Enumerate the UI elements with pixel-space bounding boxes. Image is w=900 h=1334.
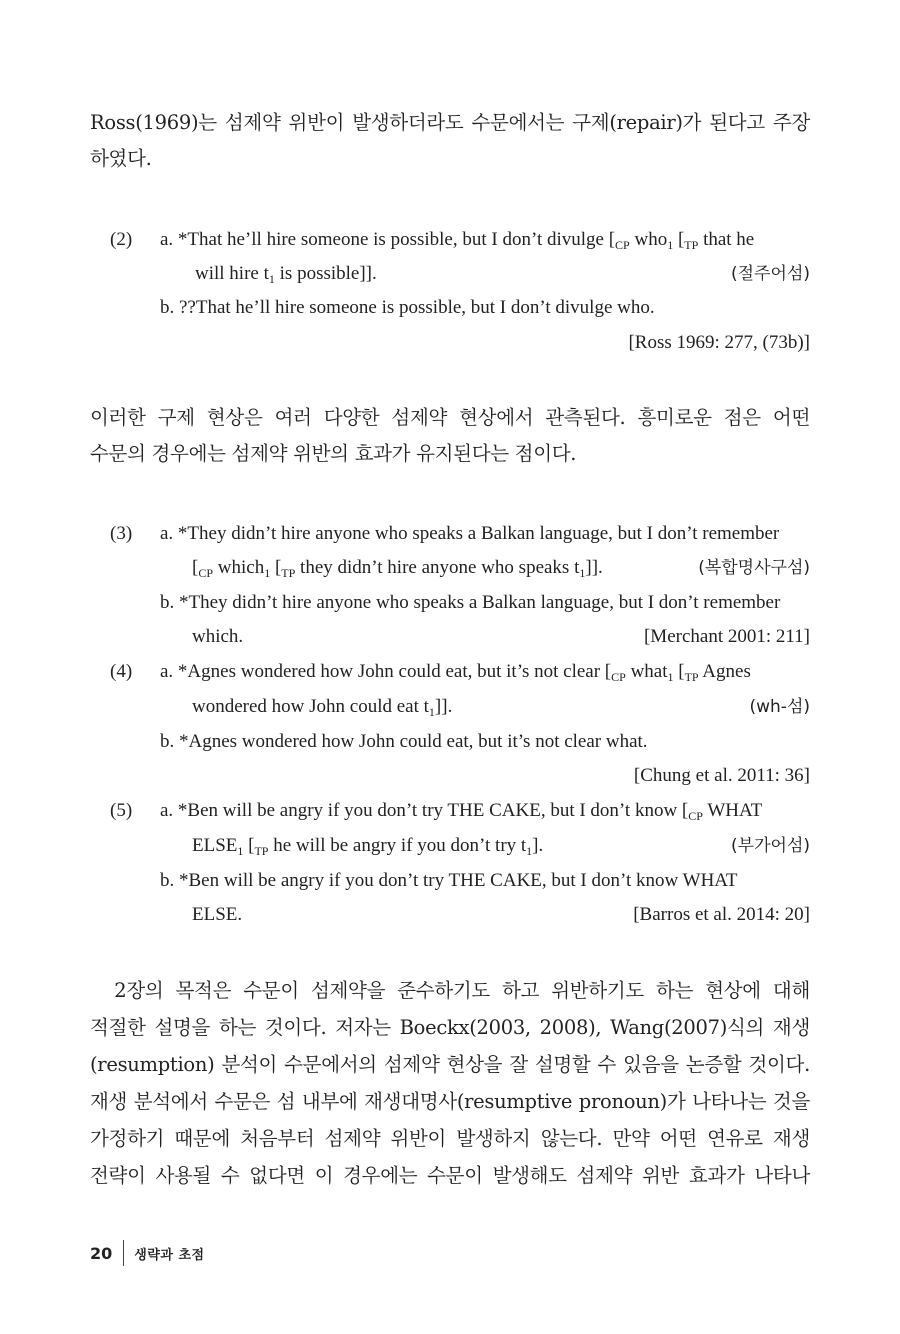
island-type-label: (복합명사구섬)	[698, 558, 810, 578]
example-number: (4)	[110, 661, 133, 682]
page-number: 20	[90, 1243, 113, 1263]
paragraph-intro	[90, 105, 810, 177]
citation: [Barros et al. 2014: 20]	[633, 904, 810, 925]
text-line: 이러한 구제 현상은 여러 다양한 섬제약 현상에서 관측된다. 흥미로운 점은 어떤	[90, 406, 810, 429]
text-line: Ross(1969)는 섬제약 위반이 발생하더라도 수문에서는 구제(repair)가 된다고 주장	[90, 111, 810, 134]
text-line: 가정하기 때문에 처음부터 섬제약 위반이 발생하지 않는다. 만약 어떤 연유로 재생	[90, 1127, 810, 1150]
text-line: 수문의 경우에는 섬제약 위반의 효과가 유지된다는 점이다.	[90, 442, 577, 465]
citation: [Merchant 2001: 211]	[643, 626, 810, 647]
example-3b-line1: b. *They didn’t hire anyone who speaks a Balkan language, but I don’t remember	[160, 592, 781, 613]
text-line: 적절한 설명을 하는 것이다. 저자는 Boeckx(2003, 2008), Wang(2007)식의 재생	[90, 1016, 810, 1039]
island-type-label: (부가어섬)	[731, 836, 810, 856]
island-type-label: (절주어섬)	[731, 264, 810, 284]
citation: [Ross 1969: 277, (73b)]	[628, 332, 810, 353]
example-2a-line2: will hire $t_1$ is possible]].	[195, 263, 377, 286]
example-number: (2)	[110, 229, 133, 250]
example-3b-line2: which.	[192, 626, 244, 647]
example-2b: b. ??That he’ll hire someone is possible, but I don’t divulge who.	[160, 297, 655, 318]
example-number: (3)	[110, 523, 133, 544]
paragraph-repair	[90, 400, 810, 472]
example-number: (5)	[110, 800, 133, 821]
running-title: 생략과 초점	[134, 1247, 205, 1263]
example-3a-line1: a. *They didn’t hire anyone who speaks a Balkan language, but I don’t remember	[160, 523, 780, 544]
example-5b-line2: ELSE.	[192, 904, 243, 925]
text-line: 전략이 사용될 수 없다면 이 경우에는 수문이 발생해도 섬제약 위반 효과가 나타나	[90, 1164, 810, 1187]
citation: [Chung et al. 2011: 36]	[633, 765, 810, 786]
example-5a-line1: a. *Ben will be angry if you don’t try THE CAKE, but I don’t know [$_{CP}$ WHAT	[160, 800, 763, 823]
text-line: (resumption) 분석이 수문에서의 섬제약 현상을 잘 설명할 수 있음을 논증할 것이다.	[90, 1053, 810, 1076]
text-line: 2장의 목적은 수문이 섬제약을 준수하기도 하고 위반하기도 하는 현상에 대해	[90, 979, 810, 1002]
text-line: 하였다.	[90, 147, 152, 170]
page-footer	[90, 1238, 205, 1268]
example-2a-line1: a. *That he’ll hire someone is possible, but I don’t divulge [$_{CP}$ who$_1$ [$_{TP}$ that he	[160, 229, 755, 252]
island-type-label: (wh-섬)	[749, 697, 810, 717]
paragraph-chapter-goal	[90, 972, 810, 1194]
example-3a-line2: [$_{CP}$ which$_1$ [$_{TP}$ they didn’t hire anyone who speaks $t_1$]].	[192, 557, 603, 580]
example-4a-line2: wondered how John could eat $t_1$]].	[192, 696, 453, 719]
example-5a-line2: $ELSE_1$ [$_{TP}$ he will be angry if you don’t try $t_1$].	[192, 835, 544, 858]
example-4a-line1: a. *Agnes wondered how John could eat, but it’s not clear [$_{CP}$ what$_1$ [$_{TP}$ Agnes	[160, 661, 751, 684]
example-5b-line1: b. *Ben will be angry if you don’t try THE CAKE, but I don’t know WHAT	[160, 870, 738, 891]
example-4b: b. *Agnes wondered how John could eat, but it’s not clear what.	[160, 731, 648, 752]
footer-divider	[123, 1240, 124, 1266]
text-line: 재생 분석에서 수문은 섬 내부에 재생대명사(resumptive pronoun)가 나타나는 것을	[90, 1090, 810, 1113]
